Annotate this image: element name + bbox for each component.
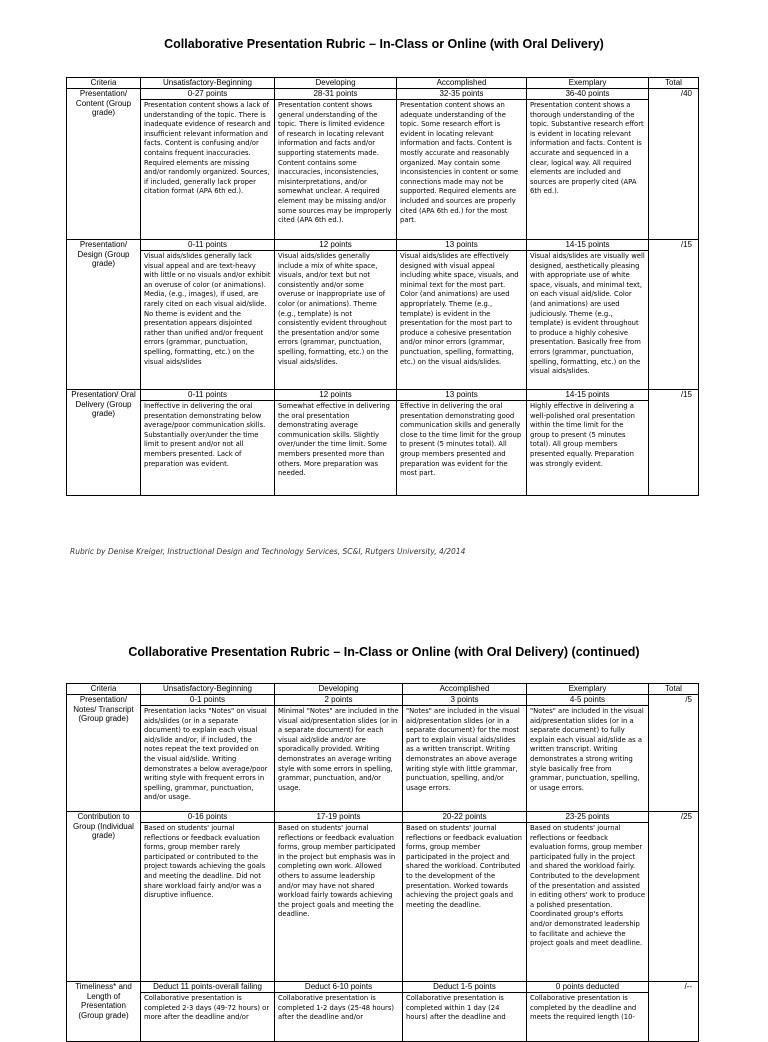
points-label: 14-15 points [527, 240, 648, 251]
criteria-cell: Presentation/ Content (Group grade) [67, 89, 141, 240]
table-row [67, 812, 699, 982]
rating-cell [527, 390, 649, 496]
points-label: 13 points [397, 240, 526, 251]
description-text: Based on students' journal reflections or feedback evaluation forms, group member participated fully in the project and shared the workload fairly. Contributed to the development of the presentation and assisted in editing others' work to produce a polished presentation. Coordinated group's efforts and/or demonstrated leadership to facilitate and achieve the project goals and meet deadline. [530, 824, 646, 948]
points-label: 2 points [275, 695, 402, 706]
criteria-cell: Presentation/ Oral Delivery (Group grade) [67, 390, 141, 496]
rating-cell [527, 695, 649, 812]
description-text: Presentation lacks "Notes" on visual aids/slides (or in a separate document) to explain each visual aid/slide and/or, if included, the notes repeat the text provided on the visual aid/slide. Writing demonstrates a below average/poor writing style with frequent errors in spelling, grammar, punctuation, and/or usage. [144, 707, 268, 802]
rating-cell [275, 982, 403, 1042]
points-label: 32-35 points [397, 89, 526, 100]
description-text: Collaborative presentation is completed within 1 day (24 hours) after the deadline and [406, 994, 506, 1022]
points-label: 20-22 points [403, 812, 526, 823]
points-label: 0-1 points [141, 695, 274, 706]
rating-cell [275, 89, 397, 240]
table-row [67, 89, 699, 240]
total-cell: /15 [649, 390, 699, 496]
rating-cell [141, 240, 275, 390]
description-text: Collaborative presentation is completed by the deadline and meets the required length (10- [530, 994, 637, 1022]
points-label: Deduct 1-5 points [403, 982, 526, 993]
points-label: 23-25 points [527, 812, 648, 823]
rating-cell [403, 982, 527, 1042]
description-text: "Notes" are included in the visual aid/presentation slides (or in a separate document) for the most part to explain visual aids/slides as a written transcript. Writing demonstrates an above average writing style with little grammar, punctuation, spelling, and/or usage errors. [406, 707, 520, 792]
rubric-table [66, 77, 699, 496]
points-label: 4-5 points [527, 695, 648, 706]
total-cell: /40 [649, 89, 699, 240]
header-total: Total [649, 684, 699, 695]
points-label: 0-16 points [141, 812, 274, 823]
page-title: Collaborative Presentation Rubric – In-Class or Online (with Oral Delivery) (continued) [128, 645, 640, 659]
criteria-cell: Presentation/ Design (Group grade) [67, 240, 141, 390]
points-label: 28-31 points [275, 89, 396, 100]
rating-cell [141, 695, 275, 812]
description-text: Visual aids/slides are visually well designed, aesthetically pleasing with appropriate use of white space, visuals, and minimal text, on each visual aid/slide. Color (and animations) are used judiciously. Theme (e.g., template) is evident throughout to produce a highly cohesive presentation. Basically free from errors (grammar, punctuation, spelling, formatting, etc.) on the visual aids/slides. [530, 252, 645, 376]
rating-cell [275, 240, 397, 390]
rating-cell [141, 812, 275, 982]
rating-cell [141, 982, 275, 1042]
description-text: Collaborative presentation is completed 1-2 days (25-48 hours) after the deadline and/or [278, 994, 395, 1022]
header-row [67, 78, 699, 89]
criteria-cell: Contribution to Group (Individual grade) [67, 812, 141, 982]
rating-cell [275, 695, 403, 812]
description-text: Visual aids/slides generally include a mix of white space, visuals, and/or text but not consistently and/or some overuse or inappropriate use of color (or animations). Theme (e.g., template) is not consistently evident throughout the presentation and/or some errors (grammar, punctuation, spelling, formatting, etc.) on the visual aids/slides. [278, 252, 389, 366]
description-text: Visual aids/slides generally lack visual appeal and are text-heavy with little or no visuals and/or exhibit an overuse of color (or animations). Media, (e.g., images), if used, are rarely cited on each visual aid/slide. No theme is evident and the presentation appears disjointed rather than unified and/or frequent errors (grammar, punctuation, spelling, formatting, etc.) on the visual aids/slides [144, 252, 271, 366]
rating-cell [527, 982, 649, 1042]
table-row [67, 695, 699, 812]
rating-cell [141, 89, 275, 240]
description-text: Effective in delivering the oral presentation demonstrating good communication skills and generally close to the time limit for the group to present (5 minutes total). All group members presented and preparation was evident for the most part. [400, 402, 522, 478]
rating-cell [397, 240, 527, 390]
description-text: Somewhat effective in delivering the oral presentation demonstrating average communication skills. Slightly over/under the time limit. Some members presented more than others. More preparation was needed. [278, 402, 390, 478]
rating-cell [275, 812, 403, 982]
description-text: Based on students' journal reflections or feedback evaluation forms, group member participated in the project but emphasis was in completing own work. Allowed others to assume leadership and/or may have not shared workload fairly towards achieving the project goals and meeting the deadline. [278, 824, 396, 919]
rating-cell [141, 390, 275, 496]
header-unsatisfactory: Unsatisfactory-Beginning [141, 78, 275, 89]
total-cell: /15 [649, 240, 699, 390]
header-unsatisfactory: Unsatisfactory-Beginning [141, 684, 275, 695]
rubric-table [66, 683, 699, 1042]
description-text: "Notes" are included in the visual aid/presentation slides (or in a separate document) to fully explain each visual aid/slide as a written transcript. Writing demonstrates a strong writing style basically free from grammar, punctuation, spelling, or usage errors. [530, 707, 644, 792]
total-cell: /-- [649, 982, 699, 1042]
points-label: 0-27 points [141, 89, 274, 100]
points-label: 12 points [275, 390, 396, 401]
description-text: Ineffective in delivering the oral presentation demonstrating below average/poor communication skills. Substantially over/under the time limit to present and/or not all members presented. Lack of preparation was evident. [144, 402, 266, 468]
description-text: Collaborative presentation is completed 2-3 days (49-72 hours) or more after the deadline and/or [144, 994, 270, 1022]
header-exemplary: Exemplary [527, 78, 649, 89]
criteria-cell: Timeliness* and Length of Presentation (Group grade) [67, 982, 141, 1042]
rating-cell [397, 89, 527, 240]
header-criteria: Criteria [67, 684, 141, 695]
points-label: 3 points [403, 695, 526, 706]
rating-cell [527, 812, 649, 982]
points-label: 0-11 points [141, 390, 274, 401]
rating-cell [275, 390, 397, 496]
rubric-credit: Rubric by Denise Kreiger, Instructional Design and Technology Services, SC&I, Rutgers University, 4/2014 [70, 547, 466, 556]
description-text: Based on students' journal reflections or feedback evaluation forms, group member rarely participated or contributed to the project towards achieving the goals and meeting the deadline. Did not share workload fairly and/or was a disruptive influence. [144, 824, 266, 900]
header-accomplished: Accomplished [403, 684, 527, 695]
description-text: Presentation content shows an adequate understanding of the topic. Some research effort is evident in locating relevant information and facts. Content is mostly accurate and reasonably organized. May contain some inconsistencies in content or some connections made may not be supported. Required elements are included and sources are properly cited (APA 6th ed.) for the most part. [400, 101, 519, 225]
description-text: Presentation content shows a lack of understanding of the topic. There is inadequate evidence of research and insufficient relevant information and facts. Content is confusing and/or contains frequent inaccuracies. Required elements are missing and/or randomly organized. Sources, if included, generally lack proper citation format (APA 6th ed.). [144, 101, 271, 196]
table-row [67, 390, 699, 496]
header-total: Total [649, 78, 699, 89]
description-text: Visual aids/slides are effectively designed with visual appeal including white space, visuals, and minimal text for the most part. Color (and animations) are used appropriately. Theme (e.g., template) is evident in the presentation for the most part to produce a cohesive presentation and/or minor errors (grammar, punctuation, spelling, formatting, etc.) on the visual aids/slides. [400, 252, 519, 366]
rating-cell [527, 240, 649, 390]
header-accomplished: Accomplished [397, 78, 527, 89]
points-label: 13 points [397, 390, 526, 401]
description-text: Minimal "Notes" are included in the visual aid/presentation slides (or in a separate document) for each visual aid/slide and/or are sporadically provided. Writing demonstrates an average writing style with some errors in spelling, grammar, punctuation, and/or usage. [278, 707, 399, 792]
points-label: 0 points deducted [527, 982, 648, 993]
description-text: Presentation content shows general understanding of the topic. There is limited evidence of research in locating relevant information and facts and/or supporting statements made. Content contains some inaccuracies, inconsistencies, misinterpretations, and/or somewhat unclear. A required element may be missing and/or some sources may be improperly cited (APA 6th ed.). [278, 101, 392, 225]
total-cell: /5 [649, 695, 699, 812]
header-exemplary: Exemplary [527, 684, 649, 695]
points-label: 36-40 points [527, 89, 648, 100]
points-label: 12 points [275, 240, 396, 251]
criteria-cell: Presentation/ Notes/ Transcript (Group grade) [67, 695, 141, 812]
description-text: Highly effective in delivering a well-polished oral presentation within the time limit for the group to present (5 minutes total). All group members presented equally. Preparation was strongly evident. [530, 402, 635, 468]
points-label: Deduct 6-10 points [275, 982, 402, 993]
points-label: 14-15 points [527, 390, 648, 401]
description-text: Presentation content shows a thorough understanding of the topic. Substantive research effort is evident in locating relevant information and facts. Content is accurate and sequenced in a clear, logical way. All required elements are included and sources are properly cited (APA 6th ed.). [530, 101, 644, 196]
rating-cell [397, 390, 527, 496]
description-text: Based on students' journal reflections or feedback evaluation forms, group member participated in the project and shared the workload. Contributed to the development of the presentation. Worked towards achieving the project goals and meeting the deadline. [406, 824, 522, 909]
points-label: Deduct 11 points-overall failing [141, 982, 274, 993]
points-label: 17-19 points [275, 812, 402, 823]
rating-cell [527, 89, 649, 240]
page-title: Collaborative Presentation Rubric – In-Class or Online (with Oral Delivery) [164, 37, 604, 51]
header-criteria: Criteria [67, 78, 141, 89]
table-row [67, 240, 699, 390]
rating-cell [403, 812, 527, 982]
header-developing: Developing [275, 684, 403, 695]
rating-cell [403, 695, 527, 812]
total-cell: /25 [649, 812, 699, 982]
header-row [67, 684, 699, 695]
points-label: 0-11 points [141, 240, 274, 251]
header-developing: Developing [275, 78, 397, 89]
table-row [67, 982, 699, 1042]
